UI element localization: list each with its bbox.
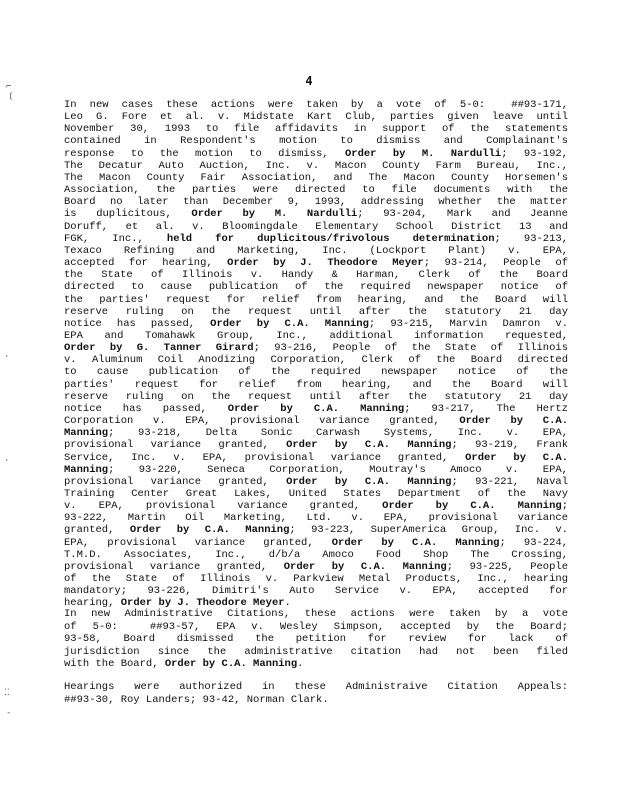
text-run: provisional variance granted,	[64, 475, 287, 488]
text-run: November 30, 1993 to file affidavits in support of the statements	[64, 123, 568, 136]
text-line	[64, 306, 568, 318]
text-line	[64, 549, 568, 561]
order-attribution: Manning	[64, 427, 109, 440]
text-run: .	[284, 597, 291, 610]
text-line	[64, 148, 568, 160]
text-run: to cause publication of the required newspaper notice of the	[64, 366, 568, 379]
text-line	[64, 257, 568, 269]
text-line	[64, 573, 568, 585]
text-line	[64, 633, 568, 646]
text-line	[64, 366, 568, 378]
text-run: granted,	[64, 524, 130, 537]
text-line	[64, 172, 568, 184]
text-run: The Decatur Auto Auction, Inc. v. Macon County Farm Bureau, Inc.,	[64, 159, 568, 172]
order-attribution: Order by M. Nardulli	[344, 147, 502, 160]
text-line	[64, 658, 568, 671]
text-run: notice has passed,	[64, 402, 228, 415]
text-run: directed to cause publication of the required newspaper notice of	[64, 281, 568, 294]
text-run: ; 93-220, Seneca Corporation, Moutray's Amoco v. EPA,	[108, 463, 568, 476]
text-run: jurisdiction since the administrative citation had not been filed	[64, 645, 568, 658]
text-line	[64, 452, 568, 464]
text-run: notice has passed,	[64, 317, 211, 330]
order-attribution: held for duplicitous/frivolous determination	[166, 232, 495, 245]
text-run: ; 93-215, Marvin Damron v.	[368, 317, 568, 330]
order-attribution: Order by C.A. Manning	[283, 560, 447, 573]
text-line	[64, 135, 568, 147]
text-run: response to the motion to dismiss,	[64, 147, 345, 160]
administrative-citations-paragraph	[64, 608, 568, 671]
order-attribution: Order by C.A. Manning	[286, 439, 452, 452]
text-run: ; 93-218, Delta Sonic Carwash Systems, Inc. v. EPA,	[108, 427, 568, 440]
order-attribution: Order by J. Theodore Meyer	[227, 257, 424, 270]
text-run: 93-58, Board dismissed the petition for review for lack of	[64, 633, 568, 645]
text-run: In new cases these actions were taken by a vote of 5-0: ##93-171,	[64, 99, 568, 111]
text-line	[64, 621, 568, 634]
text-run: ; 93-219, Frank	[451, 439, 568, 452]
text-run: Training Center Great Lakes, United States Department of the Navy	[64, 488, 568, 500]
text-line	[64, 537, 568, 549]
order-attribution: Order by C.A. Manning	[382, 500, 562, 513]
text-run: T.M.D. Associates, Inc., d/b/a Amoco Food Shop The Crossing,	[64, 548, 568, 561]
text-line	[64, 561, 568, 573]
scan-artifact-mark: ·	[4, 456, 10, 466]
text-line	[64, 379, 568, 391]
text-run: ; 93-225, People	[446, 560, 569, 573]
text-line	[64, 464, 568, 476]
text-run: provisional variance granted,	[64, 560, 284, 573]
text-line	[64, 111, 568, 123]
text-run: FGK, Inc.,	[64, 232, 167, 245]
order-attribution: Order by C.A. Manning	[210, 317, 369, 330]
page-number: 4	[305, 74, 313, 88]
order-attribution: Order by J. Theodore Meyer	[120, 597, 285, 610]
text-run: ##93-30, Roy Landers; 93-42, Norman Clark.	[64, 693, 329, 706]
text-run: ; 93-192,	[501, 147, 568, 160]
text-run: ; 93-224,	[499, 536, 568, 549]
new-cases-paragraph	[64, 99, 568, 610]
order-attribution: Order by C.A. Manning	[164, 658, 298, 670]
text-run: Hearings were authorized in these Administraive Citation Appeals:	[64, 681, 568, 693]
text-line	[64, 427, 568, 439]
text-line	[64, 681, 568, 694]
text-line	[64, 354, 568, 366]
text-run: hearing,	[64, 597, 121, 610]
scan-artifact-mark: (	[8, 92, 14, 102]
text-run: the State of Illinois v. Handy & Harman, Clerk of the Board	[64, 269, 568, 282]
text-line	[64, 269, 568, 281]
text-run: v. Aluminum Coil Anodizing Corporation, Clerk of the Board directed	[64, 354, 568, 367]
text-line	[64, 646, 568, 659]
text-line	[64, 512, 568, 524]
text-run: Corporation v. EPA, provisional variance granted,	[64, 415, 460, 428]
order-attribution: Order by M. Nardulli	[191, 208, 358, 221]
text-run: ; 93-217, The Hertz	[404, 402, 568, 415]
text-run: ; 93-213,	[494, 232, 568, 245]
text-line	[64, 318, 568, 330]
order-attribution: Order by C.A.	[465, 451, 568, 464]
text-run: Service, Inc. v. EPA, provisional variance granted,	[64, 451, 466, 464]
text-line	[64, 391, 568, 403]
text-line	[64, 281, 568, 293]
text-run: ; 93-216, People of the State of Illinois	[253, 342, 568, 355]
order-attribution: Manning	[64, 463, 109, 476]
text-line	[64, 403, 568, 415]
text-run: contained in Respondent's motion to dismiss and Complainant's	[64, 135, 568, 148]
text-line	[64, 524, 568, 536]
text-run: EPA and Tomahawk Group, Inc., additional information requested,	[64, 329, 568, 342]
text-run: with the Board,	[64, 658, 165, 670]
text-run: is duplicitous,	[64, 208, 192, 221]
order-attribution: Order by C.A. Manning	[227, 402, 405, 415]
scan-artifact-mark: ·	[4, 352, 10, 362]
text-run: ; 93-214, People of	[423, 257, 568, 270]
order-attribution: Order by C.A. Manning	[331, 536, 500, 549]
order-attribution: Order by C.A. Manning	[129, 524, 290, 537]
text-line	[64, 488, 568, 500]
text-run: parties' request for relief from hearing, and the Board will	[64, 378, 568, 391]
scan-artifact-mark: ⌐	[6, 82, 12, 92]
scan-artifact-mark: ⁚⁚	[4, 688, 10, 698]
text-run: Leo G. Fore et al. v. Midstate Kart Club, parties given leave until	[64, 111, 568, 124]
text-line	[64, 294, 568, 306]
text-run: accepted for hearing,	[64, 257, 228, 270]
text-run: ; 93-223, SuperAmerica Group, Inc. v.	[289, 524, 568, 537]
text-line	[64, 123, 568, 135]
text-line	[64, 330, 568, 342]
text-run: ; 93-221, Naval	[451, 475, 568, 488]
text-run: of the State of Illinois v. Parkview Metal Products, Inc., hearing	[64, 573, 568, 586]
text-run: reserve ruling on the request until after the statutory 21 day	[64, 390, 568, 403]
text-line	[64, 233, 568, 245]
text-run: Board no later than December 9, 1993, addressing whether the matter	[64, 196, 568, 209]
scan-artifact-mark: -	[6, 708, 12, 718]
text-line	[64, 208, 568, 220]
text-line	[64, 476, 568, 488]
text-run: Doruff, et al. v. Bloomingdale Elementary School District 13 and	[64, 220, 568, 233]
text-run: 93-222, Martin Oil Marketing, Ltd. v. EPA, provisional variance	[64, 512, 568, 525]
text-line	[64, 585, 568, 597]
text-line	[64, 221, 568, 233]
text-line	[64, 184, 568, 196]
text-line	[64, 415, 568, 427]
text-run: ;	[561, 500, 568, 513]
text-line	[64, 99, 568, 111]
text-run: EPA, provisional variance granted,	[64, 536, 332, 549]
text-line	[64, 694, 568, 707]
order-attribution: Order by C.A.	[459, 415, 568, 428]
text-run: mandatory; 93-226, Dimitri's Auto Service v. EPA, accepted for	[64, 585, 568, 598]
text-run: provisional variance granted,	[64, 439, 287, 452]
text-run: reserve ruling on the request until after the statutory 21 day	[64, 305, 568, 318]
text-run: Association, the parties were directed to file documents with the	[64, 184, 568, 197]
text-run: Texaco Refining and Marketing, Inc. (Lockport Plant) v. EPA,	[64, 244, 568, 257]
order-attribution: Order by C.A. Manning	[286, 475, 452, 488]
text-run: The Macon County Fair Association, and The Macon County Horsemen's	[64, 171, 568, 184]
text-line	[64, 500, 568, 512]
text-line	[64, 608, 568, 621]
text-line	[64, 342, 568, 354]
order-attribution: Order by G. Tanner Girard	[64, 342, 254, 355]
text-run: In new Administrative Citations, these actions were taken by a vote	[64, 608, 568, 620]
text-run: v. EPA, provisional variance granted,	[64, 500, 383, 513]
text-line	[64, 245, 568, 257]
text-run: the parties' request for relief from hearing, and the Board will	[64, 293, 568, 306]
text-line	[64, 196, 568, 208]
text-run: .	[297, 658, 304, 670]
text-line	[64, 439, 568, 451]
text-line	[64, 160, 568, 172]
text-run: ; 93-204, Mark and Jeanne	[357, 208, 568, 221]
text-run: of 5-0: ##93-57, EPA v. Wesley Simpson, accepted by the Board;	[64, 620, 568, 633]
hearings-authorized-paragraph	[64, 681, 568, 706]
